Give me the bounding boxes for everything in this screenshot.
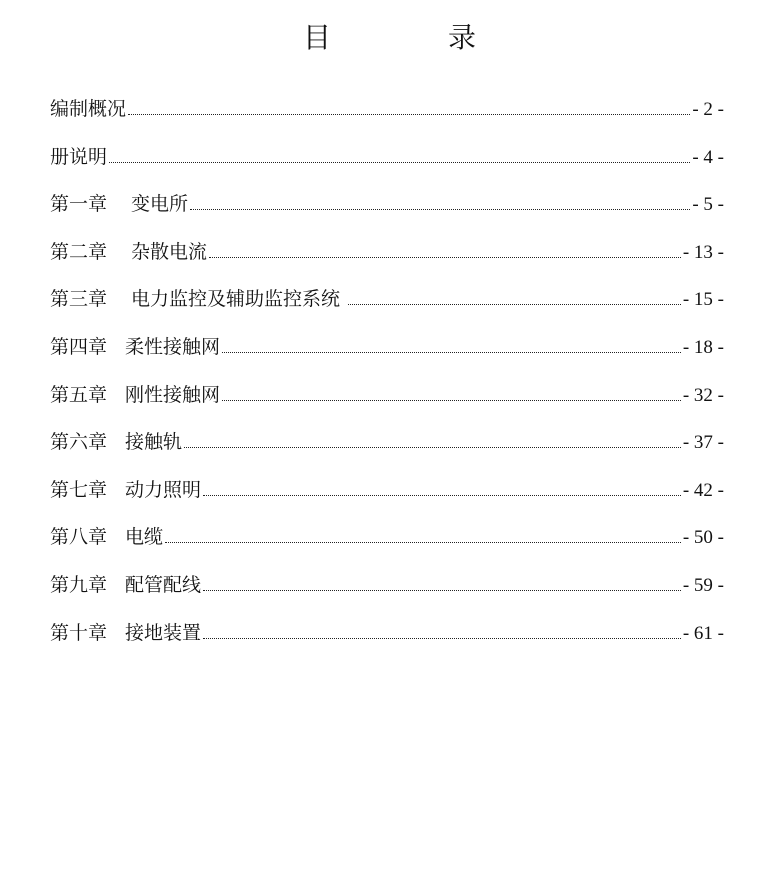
toc-chapter: 第四章 (50, 335, 108, 358)
dot-leader (165, 542, 681, 543)
toc-page-number: - 18 - (682, 336, 724, 358)
dot-leader (203, 638, 681, 639)
toc-chapter: 第六章 (50, 431, 108, 454)
dot-leader (190, 209, 690, 210)
table-of-contents (50, 95, 724, 666)
toc-chapter: 第二章 (50, 240, 108, 263)
toc-page-number: - 32 - (682, 384, 724, 406)
toc-entry-text: 刚性接触网 (125, 383, 221, 406)
dot-leader (203, 590, 681, 591)
dot-leader (222, 352, 681, 353)
dot-leader (203, 495, 681, 496)
toc-entry[interactable] (50, 619, 724, 667)
toc-entry-text: 编制概况 (50, 98, 127, 120)
toc-entry[interactable] (50, 476, 724, 524)
toc-entry-text: 变电所 (131, 193, 189, 216)
toc-title: 目 录 (303, 21, 530, 54)
toc-chapter: 第九章 (50, 573, 108, 596)
toc-entry-text: 接地装置 (125, 621, 202, 644)
dot-leader (209, 257, 681, 258)
toc-page-number: - 37 - (682, 432, 724, 454)
toc-page-number: - 15 - (682, 289, 724, 311)
toc-entry[interactable] (50, 381, 724, 429)
toc-entry-text: 接触轨 (125, 431, 183, 454)
toc-entry-text: 动力照明 (125, 478, 202, 501)
toc-entry[interactable] (50, 523, 724, 571)
toc-page-number: - 61 - (682, 622, 724, 644)
toc-entry[interactable] (50, 95, 724, 143)
toc-page-number: - 2 - (692, 99, 724, 120)
toc-page-number: - 4 - (692, 146, 724, 168)
toc-entry[interactable] (50, 238, 724, 286)
toc-entry-text: 电力监控及辅助监控系统 (131, 288, 341, 311)
toc-page-number: - 13 - (682, 241, 724, 263)
dot-leader (348, 304, 681, 305)
toc-page-number: - 59 - (682, 574, 724, 596)
dot-leader (222, 400, 681, 401)
toc-page-number: - 42 - (682, 479, 724, 501)
toc-entry-text: 电缆 (125, 526, 164, 549)
toc-entry[interactable] (50, 428, 724, 476)
toc-entry[interactable] (50, 571, 724, 619)
toc-entry[interactable] (50, 285, 724, 333)
toc-chapter: 第三章 (50, 288, 108, 311)
toc-entry[interactable] (50, 143, 724, 191)
toc-chapter: 第八章 (50, 526, 108, 549)
toc-entry-text: 配管配线 (125, 573, 202, 596)
toc-chapter: 第五章 (50, 383, 108, 406)
toc-chapter: 第一章 (50, 193, 108, 216)
toc-chapter: 第十章 (50, 621, 108, 644)
dot-leader (184, 447, 681, 448)
toc-entry-text: 杂散电流 (131, 240, 208, 263)
toc-entry[interactable] (50, 190, 724, 238)
toc-page-number: - 50 - (682, 527, 724, 549)
toc-entry-text: 册说明 (50, 145, 108, 168)
toc-entry-text: 柔性接触网 (125, 335, 221, 358)
toc-entry[interactable] (50, 333, 724, 381)
dot-leader (109, 162, 690, 163)
toc-chapter: 第七章 (50, 478, 108, 501)
toc-page-number: - 5 - (692, 194, 724, 216)
dot-leader (128, 114, 690, 115)
